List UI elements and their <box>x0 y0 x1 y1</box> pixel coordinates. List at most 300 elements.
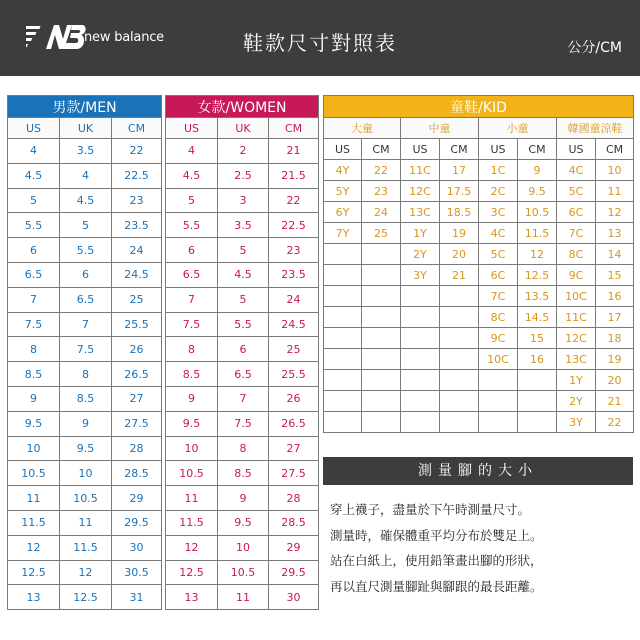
kid-size-table <box>323 95 634 433</box>
size-cell: 30 <box>112 535 162 560</box>
size-cell: 9C <box>479 328 518 349</box>
size-cell: 9.5 <box>8 411 60 436</box>
size-cell: 19 <box>596 349 634 370</box>
size-cell: 9.5 <box>218 510 269 535</box>
size-cell: 11 <box>8 486 60 511</box>
size-cell: 23 <box>112 188 162 213</box>
women-size-row <box>166 139 319 164</box>
size-cell: 24.5 <box>112 262 162 287</box>
size-cell: 4.5 <box>8 163 60 188</box>
size-cell <box>401 286 440 307</box>
size-cell: 10.5 <box>218 560 269 585</box>
men-size-row <box>8 486 162 511</box>
size-cell: 27 <box>112 386 162 411</box>
measure-instructions <box>330 497 630 599</box>
size-cell: 2Y <box>557 391 596 412</box>
size-cell: 13 <box>166 585 218 610</box>
kid-size-row <box>324 412 634 433</box>
size-cell: 16 <box>596 286 634 307</box>
women-col-header: CM <box>269 118 319 139</box>
women-col-header: UK <box>218 118 269 139</box>
size-cell: 22 <box>362 160 401 181</box>
men-size-row <box>8 510 162 535</box>
women-size-row <box>166 386 319 411</box>
size-cell: 12C <box>401 181 440 202</box>
size-cell: 18 <box>596 328 634 349</box>
size-cell <box>440 412 479 433</box>
size-cell: 14 <box>596 244 634 265</box>
size-cell <box>440 349 479 370</box>
size-cell: 12 <box>596 202 634 223</box>
size-cell: 10 <box>166 436 218 461</box>
size-cell: 29 <box>112 486 162 511</box>
size-cell <box>440 286 479 307</box>
size-cell: 3C <box>479 202 518 223</box>
kid-size-row <box>324 244 634 265</box>
men-size-row <box>8 585 162 610</box>
size-cell <box>362 412 401 433</box>
size-cell: 4.5 <box>166 163 218 188</box>
men-col-header: UK <box>60 118 112 139</box>
size-cell: 3.5 <box>218 213 269 238</box>
size-cell: 28 <box>112 436 162 461</box>
size-cell: 8.5 <box>218 461 269 486</box>
size-cell: 28 <box>269 486 319 511</box>
size-cell: 12 <box>166 535 218 560</box>
size-cell: 9 <box>8 386 60 411</box>
size-cell <box>362 349 401 370</box>
size-cell: 30 <box>269 585 319 610</box>
men-col-header: CM <box>112 118 162 139</box>
size-cell: 28.5 <box>269 510 319 535</box>
size-cell: 21 <box>596 391 634 412</box>
size-cell: 10 <box>218 535 269 560</box>
size-cell: 22 <box>269 188 319 213</box>
size-cell: 7.5 <box>218 411 269 436</box>
size-cell: 17 <box>440 160 479 181</box>
size-cell: 13 <box>8 585 60 610</box>
size-cell: 12 <box>8 535 60 560</box>
kid-col-header: CM <box>596 139 634 160</box>
kid-group-header-small: 小童 <box>479 118 557 139</box>
size-cell <box>324 307 362 328</box>
size-cell: 8 <box>8 337 60 362</box>
men-size-row <box>8 461 162 486</box>
size-cell <box>518 412 557 433</box>
size-cell: 23.5 <box>269 262 319 287</box>
men-size-row <box>8 262 162 287</box>
page-header <box>0 0 640 76</box>
size-cell: 25.5 <box>112 312 162 337</box>
size-cell <box>401 328 440 349</box>
size-cell: 7C <box>557 223 596 244</box>
size-cell: 8C <box>479 307 518 328</box>
size-cell: 4.5 <box>60 188 112 213</box>
size-cell: 5.5 <box>60 238 112 263</box>
size-cell: 25 <box>362 223 401 244</box>
size-cell: 2Y <box>401 244 440 265</box>
size-cell: 12.5 <box>8 560 60 585</box>
measure-instruction-line: 測量時，確保體重平均分布於雙足上。 <box>330 527 543 543</box>
kid-col-header: CM <box>518 139 557 160</box>
women-size-row <box>166 362 319 387</box>
size-cell: 11 <box>218 585 269 610</box>
size-cell: 15 <box>518 328 557 349</box>
size-cell <box>362 307 401 328</box>
size-cell: 7.5 <box>8 312 60 337</box>
size-cell: 6C <box>557 202 596 223</box>
size-cell: 6 <box>218 337 269 362</box>
size-cell: 8.5 <box>8 362 60 387</box>
size-cell: 24 <box>362 202 401 223</box>
size-cell: 26.5 <box>112 362 162 387</box>
size-cell <box>362 286 401 307</box>
men-size-row <box>8 312 162 337</box>
size-cell: 7 <box>60 312 112 337</box>
size-cell <box>362 391 401 412</box>
size-cell: 9.5 <box>518 181 557 202</box>
men-size-row <box>8 188 162 213</box>
size-cell: 13C <box>557 349 596 370</box>
size-cell: 12 <box>518 244 557 265</box>
kid-size-row <box>324 328 634 349</box>
size-cell: 14.5 <box>518 307 557 328</box>
size-cell: 2C <box>479 181 518 202</box>
kid-size-row <box>324 202 634 223</box>
size-cell: 21 <box>440 265 479 286</box>
size-cell <box>401 349 440 370</box>
women-size-row <box>166 461 319 486</box>
size-cell: 5C <box>479 244 518 265</box>
size-cell: 7C <box>479 286 518 307</box>
size-cell: 6 <box>60 262 112 287</box>
size-cell: 10 <box>60 461 112 486</box>
women-table-title: 女款/WOMEN <box>166 96 319 118</box>
size-cell <box>401 391 440 412</box>
size-cell: 26.5 <box>269 411 319 436</box>
kid-col-header: CM <box>362 139 401 160</box>
men-size-row <box>8 411 162 436</box>
page-title: 鞋款尺寸對照表 <box>243 31 397 55</box>
size-cell: 20 <box>440 244 479 265</box>
size-cell <box>362 370 401 391</box>
size-cell: 4Y <box>324 160 362 181</box>
size-cell: 5.5 <box>166 213 218 238</box>
women-size-row <box>166 287 319 312</box>
size-cell: 24 <box>112 238 162 263</box>
size-cell: 8 <box>166 337 218 362</box>
kid-col-header: US <box>324 139 362 160</box>
measure-section-title: 測量腳的大小 <box>323 457 633 485</box>
size-cell: 13 <box>596 223 634 244</box>
size-cell: 22 <box>112 139 162 164</box>
size-cell: 8 <box>218 436 269 461</box>
size-cell: 9.5 <box>60 436 112 461</box>
women-size-row <box>166 312 319 337</box>
men-size-row <box>8 213 162 238</box>
size-cell <box>324 286 362 307</box>
size-cell: 24 <box>269 287 319 312</box>
size-cell: 10 <box>8 436 60 461</box>
women-size-row <box>166 436 319 461</box>
size-cell: 11 <box>60 510 112 535</box>
measure-instruction-line: 站在白紙上，使用鉛筆畫出腳的形狀， <box>330 553 543 568</box>
size-cell: 10 <box>596 160 634 181</box>
kid-col-header: US <box>557 139 596 160</box>
kid-group-header-big: 大童 <box>324 118 401 139</box>
women-size-row <box>166 535 319 560</box>
size-cell: 27.5 <box>112 411 162 436</box>
size-cell: 6 <box>166 238 218 263</box>
men-size-row <box>8 362 162 387</box>
size-cell: 6.5 <box>8 262 60 287</box>
size-cell: 6.5 <box>218 362 269 387</box>
size-cell: 5.5 <box>218 312 269 337</box>
women-size-row <box>166 262 319 287</box>
size-cell: 8.5 <box>166 362 218 387</box>
size-cell: 10.5 <box>60 486 112 511</box>
size-cell <box>401 412 440 433</box>
size-cell <box>479 370 518 391</box>
size-cell: 8.5 <box>60 386 112 411</box>
size-cell: 2 <box>218 139 269 164</box>
size-cell: 23 <box>362 181 401 202</box>
size-cell <box>401 370 440 391</box>
men-size-row <box>8 436 162 461</box>
size-cell <box>324 370 362 391</box>
size-cell: 27.5 <box>269 461 319 486</box>
size-cell <box>479 412 518 433</box>
size-cell: 6.5 <box>60 287 112 312</box>
size-cell: 23 <box>269 238 319 263</box>
size-cell: 11.5 <box>60 535 112 560</box>
size-cell: 9.5 <box>166 411 218 436</box>
kid-col-header: US <box>401 139 440 160</box>
size-cell: 10.5 <box>8 461 60 486</box>
kid-size-row <box>324 349 634 370</box>
size-cell: 22.5 <box>269 213 319 238</box>
women-size-row <box>166 510 319 535</box>
measure-instruction-line: 再以直尺測量腳趾與腳跟的最長距離。 <box>330 578 543 594</box>
size-cell: 9 <box>166 386 218 411</box>
size-cell: 5Y <box>324 181 362 202</box>
size-cell: 4C <box>557 160 596 181</box>
size-cell: 12 <box>60 560 112 585</box>
size-cell: 29.5 <box>112 510 162 535</box>
size-cell: 6 <box>8 238 60 263</box>
size-cell: 4.5 <box>218 262 269 287</box>
men-size-row <box>8 139 162 164</box>
size-cell: 9 <box>218 486 269 511</box>
kid-group-header-korea-sandal: 韓國童涼鞋 <box>557 118 634 139</box>
size-cell: 26 <box>112 337 162 362</box>
size-cell: 25 <box>112 287 162 312</box>
size-cell: 22.5 <box>112 163 162 188</box>
size-cell <box>518 370 557 391</box>
women-size-row <box>166 411 319 436</box>
women-size-row <box>166 560 319 585</box>
size-cell: 1C <box>479 160 518 181</box>
men-size-row <box>8 238 162 263</box>
size-cell: 4C <box>479 223 518 244</box>
women-size-row <box>166 163 319 188</box>
size-cell: 11.5 <box>166 510 218 535</box>
size-cell: 25.5 <box>269 362 319 387</box>
kid-size-row <box>324 286 634 307</box>
size-cell: 7Y <box>324 223 362 244</box>
unit-label: 公分/CM <box>567 40 622 56</box>
size-cell: 29 <box>269 535 319 560</box>
size-cell: 11 <box>596 181 634 202</box>
women-size-row <box>166 486 319 511</box>
kid-size-row <box>324 223 634 244</box>
size-cell <box>440 307 479 328</box>
size-cell: 4 <box>8 139 60 164</box>
size-cell: 11C <box>401 160 440 181</box>
size-cell: 3Y <box>401 265 440 286</box>
size-cell: 3.5 <box>60 139 112 164</box>
size-cell: 9 <box>518 160 557 181</box>
size-cell: 12C <box>557 328 596 349</box>
size-cell: 10C <box>479 349 518 370</box>
size-cell: 1Y <box>557 370 596 391</box>
size-cell <box>401 307 440 328</box>
kid-size-row <box>324 265 634 286</box>
size-cell <box>440 391 479 412</box>
size-cell: 21.5 <box>269 163 319 188</box>
size-cell <box>479 391 518 412</box>
size-cell: 11.5 <box>518 223 557 244</box>
size-cell: 25 <box>269 337 319 362</box>
men-size-row <box>8 560 162 585</box>
size-cell <box>518 391 557 412</box>
kid-size-row <box>324 160 634 181</box>
size-cell <box>324 349 362 370</box>
women-size-row <box>166 585 319 610</box>
size-cell: 5 <box>166 188 218 213</box>
size-cell: 13C <box>401 202 440 223</box>
size-cell: 24.5 <box>269 312 319 337</box>
size-cell: 21 <box>269 139 319 164</box>
size-cell: 1Y <box>401 223 440 244</box>
size-cell: 5 <box>60 213 112 238</box>
size-cell: 5 <box>218 287 269 312</box>
size-cell: 13.5 <box>518 286 557 307</box>
kid-size-row <box>324 181 634 202</box>
size-cell: 5 <box>218 238 269 263</box>
size-cell: 30.5 <box>112 560 162 585</box>
size-cell: 4 <box>60 163 112 188</box>
women-size-table <box>165 95 319 610</box>
size-cell: 19 <box>440 223 479 244</box>
brand-name: new balance <box>84 30 164 45</box>
size-cell: 7.5 <box>166 312 218 337</box>
size-cell: 28.5 <box>112 461 162 486</box>
size-cell: 17 <box>596 307 634 328</box>
men-size-row <box>8 287 162 312</box>
men-size-row <box>8 337 162 362</box>
size-cell: 12.5 <box>166 560 218 585</box>
size-cell: 5 <box>8 188 60 213</box>
size-cell: 22 <box>596 412 634 433</box>
size-cell: 6.5 <box>166 262 218 287</box>
size-cell <box>324 244 362 265</box>
size-cell: 11C <box>557 307 596 328</box>
size-cell: 5.5 <box>8 213 60 238</box>
size-cell <box>362 328 401 349</box>
size-cell: 18.5 <box>440 202 479 223</box>
women-size-row <box>166 238 319 263</box>
size-cell: 31 <box>112 585 162 610</box>
men-size-row <box>8 163 162 188</box>
size-cell: 10.5 <box>166 461 218 486</box>
size-cell: 16 <box>518 349 557 370</box>
kid-col-header: US <box>479 139 518 160</box>
size-cell: 29.5 <box>269 560 319 585</box>
size-cell: 9 <box>60 411 112 436</box>
size-cell: 23.5 <box>112 213 162 238</box>
men-col-header: US <box>8 118 60 139</box>
size-cell: 3Y <box>557 412 596 433</box>
size-cell: 10C <box>557 286 596 307</box>
size-cell <box>362 244 401 265</box>
size-cell: 11.5 <box>8 510 60 535</box>
size-cell: 12.5 <box>60 585 112 610</box>
size-cell: 8 <box>60 362 112 387</box>
men-size-row <box>8 386 162 411</box>
size-cell: 17.5 <box>440 181 479 202</box>
size-cell: 20 <box>596 370 634 391</box>
women-size-row <box>166 337 319 362</box>
size-cell <box>324 391 362 412</box>
size-cell: 7 <box>8 287 60 312</box>
size-cell <box>324 265 362 286</box>
size-cell: 5C <box>557 181 596 202</box>
size-cell <box>440 328 479 349</box>
size-cell: 4 <box>166 139 218 164</box>
size-cell <box>440 370 479 391</box>
measure-instruction-line: 穿上襪子，盡量於下午時測量尺寸。 <box>330 502 531 517</box>
kid-size-row <box>324 391 634 412</box>
size-cell: 12.5 <box>518 265 557 286</box>
men-table-title: 男款/MEN <box>8 96 162 118</box>
size-cell <box>362 265 401 286</box>
size-cell: 11 <box>166 486 218 511</box>
women-col-header: US <box>166 118 218 139</box>
size-cell <box>324 328 362 349</box>
size-cell: 15 <box>596 265 634 286</box>
kid-size-row <box>324 307 634 328</box>
kid-col-header: CM <box>440 139 479 160</box>
women-size-row <box>166 188 319 213</box>
size-cell: 9C <box>557 265 596 286</box>
size-cell <box>324 412 362 433</box>
kid-group-header-middle: 中童 <box>401 118 479 139</box>
women-size-row <box>166 213 319 238</box>
size-cell: 8C <box>557 244 596 265</box>
size-cell: 7.5 <box>60 337 112 362</box>
kid-size-row <box>324 370 634 391</box>
size-cell: 3 <box>218 188 269 213</box>
size-cell: 7 <box>218 386 269 411</box>
men-size-row <box>8 535 162 560</box>
size-cell: 27 <box>269 436 319 461</box>
size-cell: 6C <box>479 265 518 286</box>
size-cell: 26 <box>269 386 319 411</box>
men-size-table <box>7 95 162 610</box>
size-cell: 2.5 <box>218 163 269 188</box>
size-cell: 6Y <box>324 202 362 223</box>
